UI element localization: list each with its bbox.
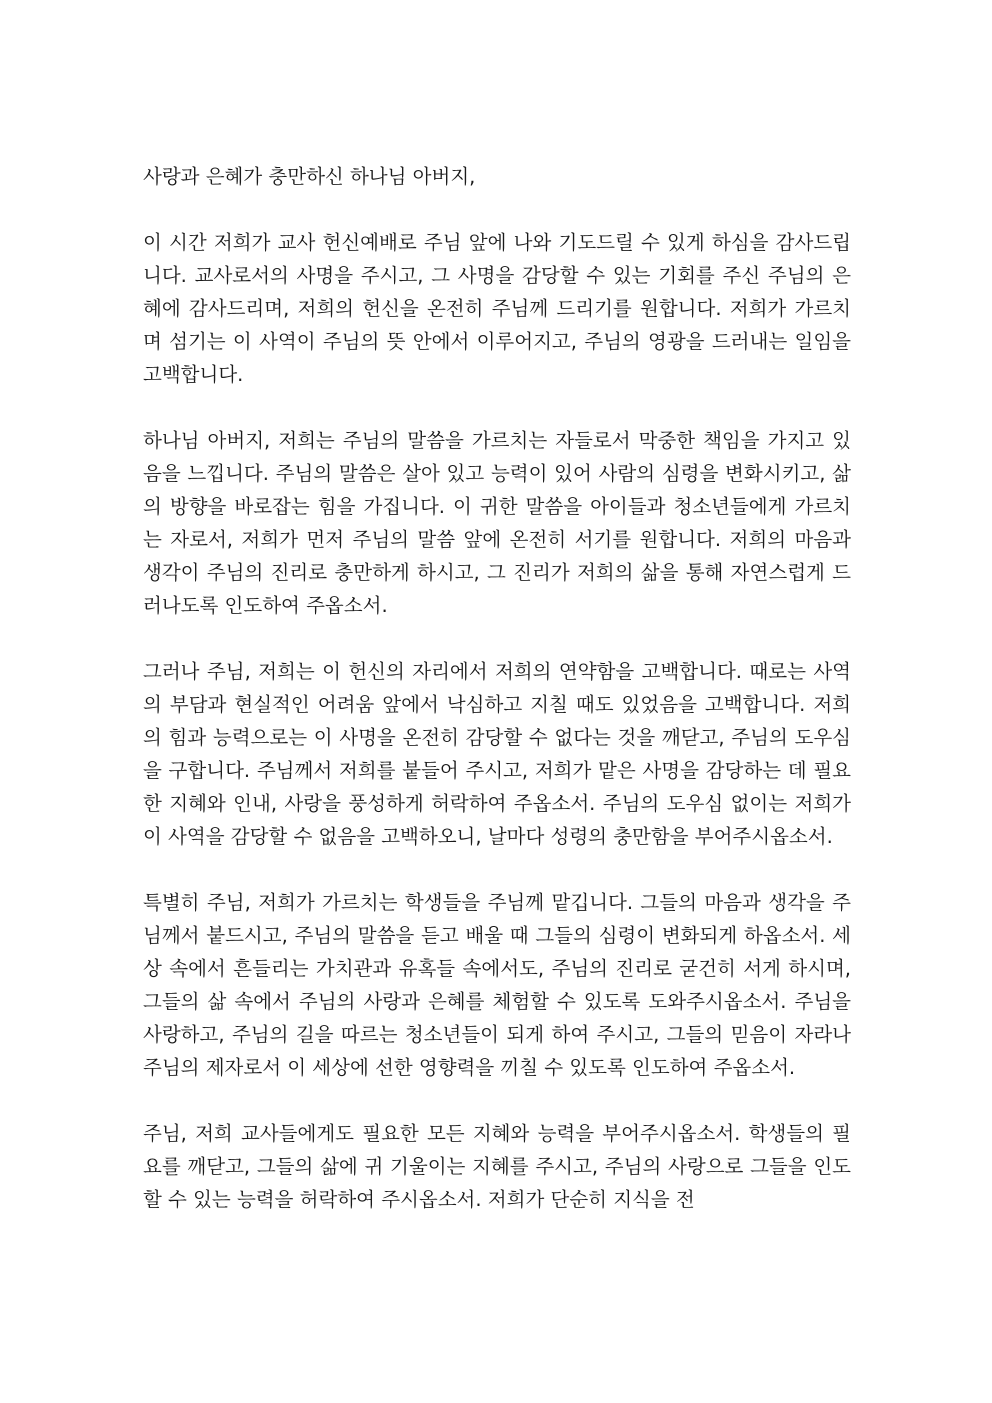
paragraph-4: 특별히 주님, 저희가 가르치는 학생들을 주님께 맡깁니다. 그들의 마음과 생각을 주님께서 붙드시고, 주님의 말씀을 듣고 배울 때 그들의 심령이 변화되게 하옵소서. 세상 속에서 흔들리는 가치관과 유혹들 속에서도, 주님의 진리로 굳건히 서게 하시며, 그들의 삶 속에서 주님의 사랑과 은혜를 체험할 수 있도록 도와주시옵소서. 주님을 사랑하고, 주님의 길을 따르는 청소년들이 되게 하여 주시고, 그들의 믿음이 자라나 주님의 제자로서 이 세상에 선한 영향력을 끼칠 수 있도록 인도하여 주옵소서. [143,891,851,1079]
paragraph-1: 이 시간 저희가 교사 헌신예배로 주님 앞에 나와 기도드릴 수 있게 하심을 감사드립니다. 교사로서의 사명을 주시고, 그 사명을 감당할 수 있는 기회를 주신 주님의 은혜에 감사드리며, 저희의 헌신을 온전히 주님께 드리기를 원합니다. 저희가 가르치며 섬기는 이 사역이 주님의 뜻 안에서 이루어지고, 주님의 영광을 드러내는 일임을 고백합니다. [143,231,851,386]
paragraph-3: 그러나 주님, 저희는 이 헌신의 자리에서 저희의 연약함을 고백합니다. 때로는 사역의 부담과 현실적인 어려움 앞에서 낙심하고 지칠 때도 있었음을 고백합니다. 저희의 힘과 능력으로는 이 사명을 온전히 감당할 수 없다는 것을 깨닫고, 주님의 도우심을 구합니다. 주님께서 저희를 붙들어 주시고, 저희가 맡은 사명을 감당하는 데 필요한 지혜와 인내, 사랑을 풍성하게 허락하여 주옵소서. 주님의 도우심 없이는 저희가 이 사역을 감당할 수 없음을 고백하오니, 날마다 성령의 충만함을 부어주시옵소서. [143,660,851,848]
paragraph-5: 주님, 저희 교사들에게도 필요한 모든 지혜와 능력을 부어주시옵소서. 학생들의 필요를 깨닫고, 그들의 삶에 귀 기울이는 지혜를 주시고, 주님의 사랑으로 그들을 인도할 수 있는 능력을 허락하여 주시옵소서. 저희가 단순히 지식을 전 [143,1122,851,1211]
prayer-text [143,160,851,1216]
paragraph-2: 하나님 아버지, 저희는 주님의 말씀을 가르치는 자들로서 막중한 책임을 가지고 있음을 느낍니다. 주님의 말씀은 살아 있고 능력이 있어 사람의 심령을 변화시키고, 삶의 방향을 바로잡는 힘을 가집니다. 이 귀한 말씀을 아이들과 청소년들에게 가르치는 자로서, 저희가 먼저 주님의 말씀 앞에 온전히 서기를 원합니다. 저희의 마음과 생각이 주님의 진리로 충만하게 하시고, 그 진리가 저희의 삶을 통해 자연스럽게 드러나도록 인도하여 주옵소서. [143,429,851,617]
salutation: 사랑과 은혜가 충만하신 하나님 아버지, [143,165,476,188]
